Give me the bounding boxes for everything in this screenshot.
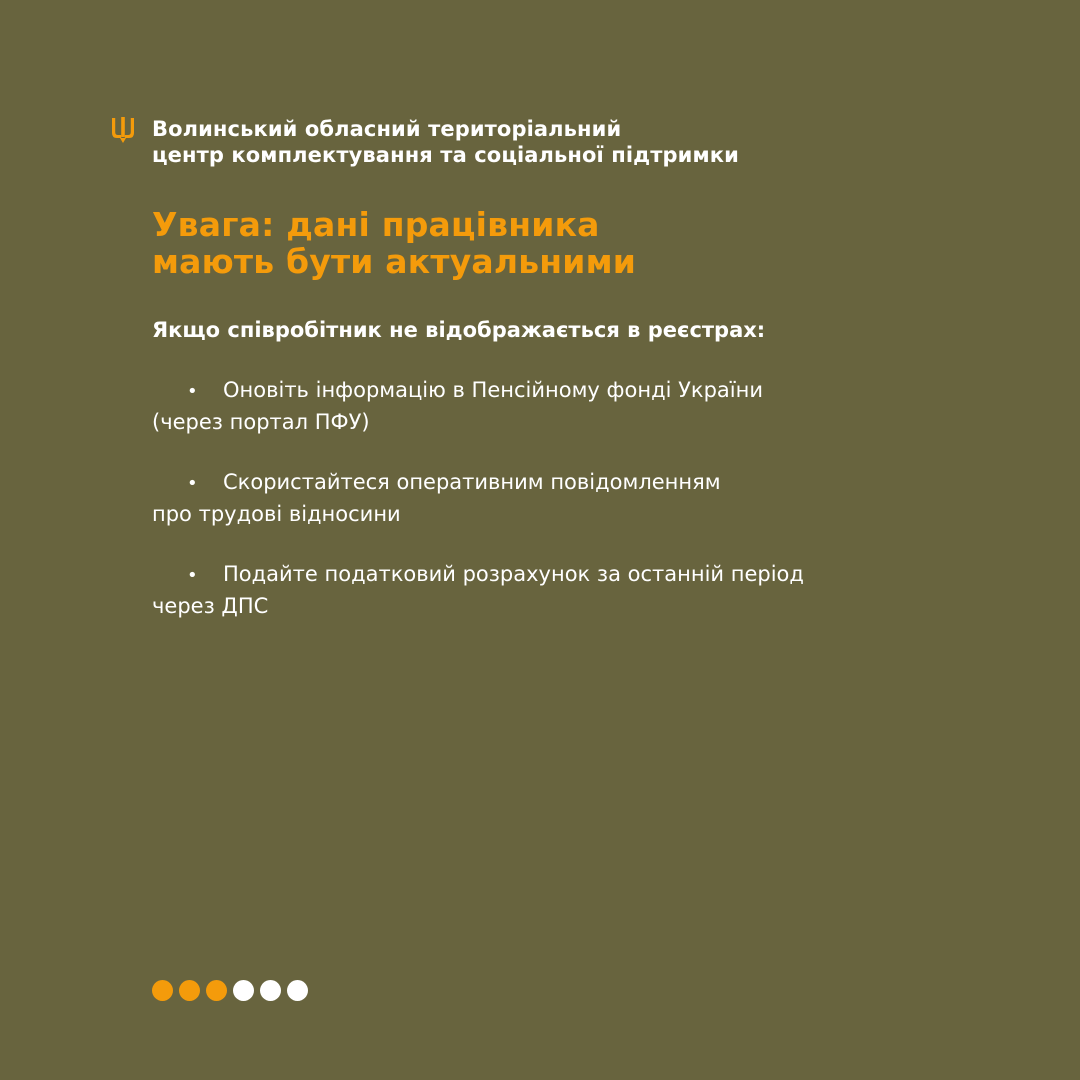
pagination-dot-active[interactable] bbox=[152, 980, 173, 1001]
pagination-dot[interactable] bbox=[287, 980, 308, 1001]
list-item-second-line: через ДПС bbox=[152, 594, 269, 618]
list-item-text: Подайте податковий розрахунок за останній період bbox=[223, 562, 804, 586]
header bbox=[112, 116, 739, 168]
recommendation-list bbox=[152, 375, 972, 651]
list-item-first-line bbox=[152, 559, 972, 591]
headline-line-2: мають бути актуальними bbox=[152, 242, 637, 281]
organization-name bbox=[152, 116, 739, 168]
list-item-second-line: (через портал ПФУ) bbox=[152, 410, 370, 434]
bullet-icon: • bbox=[187, 565, 198, 586]
list-item-first-line bbox=[152, 375, 972, 407]
bullet-icon: • bbox=[187, 381, 198, 402]
list-item-second-line: про трудові відносини bbox=[152, 502, 401, 526]
pagination-dot-active[interactable] bbox=[179, 980, 200, 1001]
bullet-icon: • bbox=[187, 473, 198, 494]
ukraine-trident-icon bbox=[112, 117, 134, 143]
list-item bbox=[152, 375, 972, 437]
headline bbox=[152, 206, 636, 280]
list-item-first-line bbox=[152, 467, 972, 499]
list-item-text: Оновіть інформацію в Пенсійному фонді України bbox=[223, 378, 763, 402]
list-item bbox=[152, 467, 972, 529]
pagination-dot-active[interactable] bbox=[206, 980, 227, 1001]
organization-name-line-1: Волинський обласний територіальний bbox=[152, 117, 622, 141]
pagination-dot[interactable] bbox=[233, 980, 254, 1001]
pagination-dot[interactable] bbox=[260, 980, 281, 1001]
headline-line-1: Увага: дані працівника bbox=[152, 205, 600, 244]
organization-name-line-2: центр комплектування та соціальної підтримки bbox=[152, 143, 739, 167]
intro-text: Якщо співробітник не відображається в реєстрах: bbox=[152, 318, 766, 342]
list-item bbox=[152, 559, 972, 621]
pagination-dots bbox=[152, 980, 308, 1001]
list-item-text: Скористайтеся оперативним повідомленням bbox=[223, 470, 721, 494]
